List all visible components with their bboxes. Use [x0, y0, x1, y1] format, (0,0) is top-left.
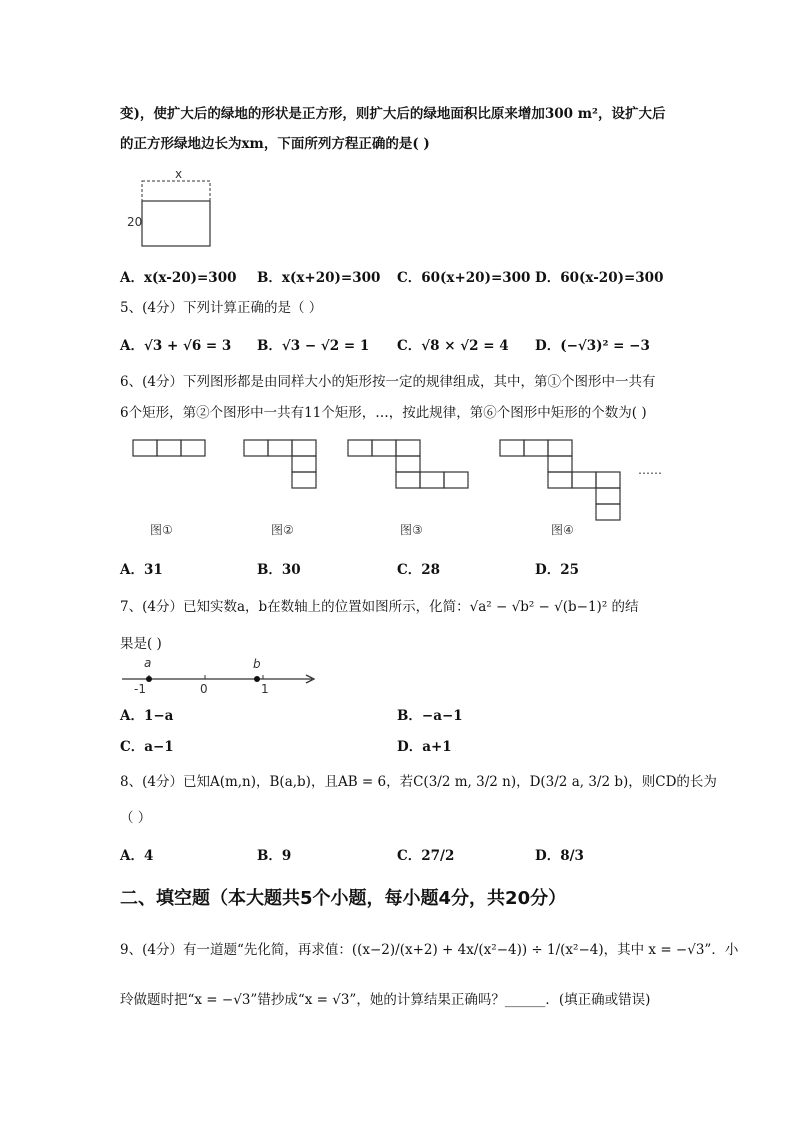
q6-option-b[interactable]: B．30 [257, 562, 301, 578]
q6-figure-4 [500, 440, 620, 520]
q4-option-a[interactable]: A．x(x-20)=300 [120, 270, 237, 286]
q7-number-line [120, 655, 320, 700]
q7-point-b [254, 676, 260, 682]
q7-text-line2: 果是( ) [120, 636, 162, 652]
q7-point-a [146, 676, 152, 682]
q8-stem: 8、(4分）已知A(m,n)，B(a,b)，且AB = 6，若C(3/2 m, 3/2 n)，D(3/2 a, 3/2 b)，则CD的长为 [120, 774, 717, 790]
q6-fig-label-3: 图③ [400, 523, 423, 537]
q7-option-b[interactable]: B．−a−1 [397, 708, 463, 724]
section-2-heading: 二、填空题（本大题共5个小题，每小题4分，共20分） [120, 888, 567, 909]
q9-text-line1: 9、(4分）有一道题“先化简，再求值：((x−2)/(x+2) + 4x/(x²−4)) ÷ 1/(x²−4)，其中 x = −√3”．小 [120, 942, 739, 958]
q4-option-d[interactable]: D．60(x-20)=300 [535, 270, 664, 286]
q7-label-a: a [144, 656, 152, 670]
q7-label-0: 0 [200, 682, 208, 696]
q6-figure-3 [348, 440, 468, 488]
q7-stem: 7、(4分）已知实数a，b在数轴上的位置如图所示，化简：√a² − √b² − √(b−1)² 的结 [120, 599, 639, 615]
q7-option-c[interactable]: C．a−1 [120, 739, 174, 755]
q8-option-c[interactable]: C．27/2 [397, 848, 455, 864]
q6-fig-label-1: 图① [150, 523, 173, 537]
q7-label-neg1: -1 [134, 682, 146, 696]
q4-fig-x-label: x [175, 167, 183, 181]
q5-stem: 5、(4分）下列计算正确的是（ ） [120, 300, 323, 316]
q5-option-d[interactable]: D．(−√3)² = −3 [535, 338, 650, 354]
q6-fig-label-4: 图④ [551, 523, 574, 537]
q5-option-c[interactable]: C．√8 × √2 = 4 [397, 338, 509, 354]
q8-option-b[interactable]: B．9 [257, 848, 292, 864]
q7-option-d[interactable]: D．a+1 [397, 739, 452, 755]
q6-ellipsis: …… [638, 463, 662, 477]
q6-option-c[interactable]: C．28 [397, 562, 441, 578]
q7-label-b: b [253, 657, 261, 671]
q6-figure-2 [244, 440, 316, 488]
q6-fig-label-2: 图② [271, 523, 294, 537]
q8-option-a[interactable]: A．4 [120, 848, 154, 864]
q8-option-d[interactable]: D．8/3 [535, 848, 584, 864]
q9-text-line2: 玲做题时把“x = −√3”错抄成“x = √3”，她的计算结果正确吗？______．(填正确或错误) [120, 992, 651, 1008]
q6-option-d[interactable]: D．25 [535, 562, 579, 578]
q6-text-line2: 6个矩形，第②个图形中一共有11个矩形，…，按此规律，第⑥个图形中矩形的个数为( ) [120, 405, 647, 421]
q7-option-a[interactable]: A．1−a [120, 708, 174, 724]
q4-rectangle-figure [125, 168, 225, 253]
q5-option-a[interactable]: A．√3 + √6 = 3 [120, 338, 232, 354]
q4-option-c[interactable]: C．60(x+20)=300 [397, 270, 531, 286]
q4-fig-20-label: 20 [127, 215, 143, 229]
q4-text-line1: 变)，使扩大后的绿地的形状是正方形，则扩大后的绿地面积比原来增加300 m²，设扩大后 [120, 106, 666, 122]
q4-option-b[interactable]: B．x(x+20)=300 [257, 270, 381, 286]
q6-pattern-figures [130, 436, 670, 541]
q8-text-line2: （ ） [120, 810, 152, 826]
q5-option-b[interactable]: B．√3 − √2 = 1 [257, 338, 370, 354]
q7-label-1: 1 [261, 682, 269, 696]
q6-text-line1: 6、(4分）下列图形都是由同样大小的矩形按一定的规律组成，其中，第①个图形中一共有 [120, 374, 656, 390]
q6-figure-1 [133, 440, 205, 456]
q4-text-line2: 的正方形绿地边长为xm，下面所列方程正确的是( ) [120, 136, 430, 152]
q6-option-a[interactable]: A．31 [120, 562, 163, 578]
